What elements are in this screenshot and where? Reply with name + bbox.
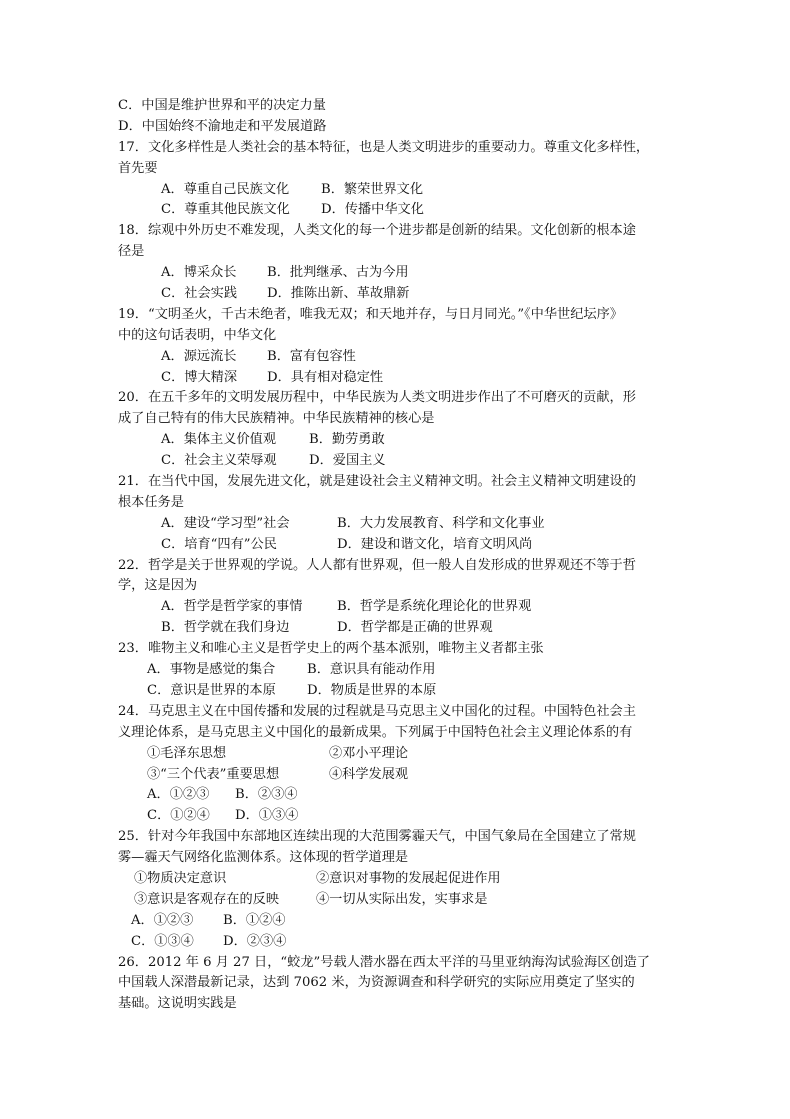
q23-options-row2 [118,681,678,702]
q17-options-row2 [118,200,678,221]
q17-option-b: B．繁荣世界文化 [321,181,424,197]
q17-options-row1 [118,180,678,201]
q26-stem-line1: 26．2012 年 6 月 27 日，“蛟龙”号载人潜水器在西太平洋的马里亚纳海沟试验海区创造了 [118,954,650,970]
q22-option-a: A．哲学是哲学家的事情 [161,599,303,615]
q20-option-d: D．爱国主义 [309,453,386,469]
q17-option-a: A．尊重自己民族文化 [161,181,290,197]
q19-stem-line1: 19．“文明圣火，千古未绝者，唯我无双；和天地并存，与日月同光。”《中华世纪坛序》 [118,306,623,322]
q25-option-d: D．②③④ [223,933,287,949]
q20-options-row1 [118,430,678,451]
q21-option-a: A．建设“学习型”社会 [161,515,290,531]
q25-item-3: ③意识是客观存在的反映 [134,891,280,907]
q25-items-row2 [118,890,678,911]
q21-stem-line2: 根本任务是 [118,494,184,510]
q19-option-d: D．具有相对稳定性 [267,369,384,385]
q24-options-row2 [118,806,678,827]
q24-item-3: ③“三个代表”重要思想 [147,766,280,782]
q22-options-row2 [118,618,678,639]
q17-option-d: D．传播中华文化 [321,202,424,218]
q25-item-4: ④一切从实际出发，实事求是 [316,891,488,907]
q25-options-row1 [118,911,678,932]
q22-option-d: D．哲学都是正确的世界观 [337,620,493,636]
q24-items-row1 [118,744,678,765]
q18-stem-line2: 径是 [118,244,145,260]
q25-options-row2 [118,932,678,953]
q21-options-row2 [118,535,678,556]
q23-option-d: D．物质是世界的本原 [307,682,437,698]
q18-options-row1 [118,263,678,284]
q26-stem-line2: 中国载人深潜最新记录，达到 7062 米，为资源调查和科学研究的实际应用奠定了坚实的 [118,975,635,991]
q24-option-b: B．②③④ [235,787,298,803]
q25-stem-line1: 25．针对今年我国中东部地区连续出现的大范围雾霾天气，中国气象局在全国建立了常规 [118,829,636,845]
q24-items-row2 [118,765,678,786]
q22-option-c: B．哲学就在我们身边 [161,620,290,636]
q19-option-a: A．源远流长 [161,348,237,364]
q25-item-1: ①物质决定意识 [134,870,227,886]
q18-option-d: D．推陈出新、革故鼎新 [267,286,410,302]
q24-option-d: D．①③④ [235,808,299,824]
q24-item-4: ④科学发展观 [329,766,409,782]
q18-stem-line1: 18．综观中外历史不难发现，人类文化的每一个进步都是创新的结果。文化创新的根本途 [118,223,636,239]
q21-option-c: C．培育“四有”公民 [161,536,277,552]
q25-option-c: C．①③④ [131,933,194,949]
q20-options-row2 [118,451,678,472]
q18-option-c: C．社会实践 [161,286,238,302]
q19-option-c: C．博大精深 [161,369,238,385]
q22-option-b: B．哲学是系统化理论化的世界观 [337,599,532,615]
q17-stem-line2: 首先要 [118,160,158,176]
q24-stem-line2: 义理论体系，是马克思主义中国化的最新成果。下列属于中国特色社会主义理论体系的有 [118,724,633,740]
q19-option-b: B．富有包容性 [267,348,356,364]
q17-stem-line1: 17．文化多样性是人类社会的基本特征，也是人类文明进步的重要动力。尊重文化多样性， [118,139,650,155]
q26-stem-line3: 基础。这说明实践是 [118,996,237,1012]
q22-stem-line1: 22．哲学是关于世界观的学说。人人都有世界观，但一般人自发形成的世界观还不等于哲 [118,557,636,573]
q18-option-b: B．批判继承、古为今用 [267,265,409,281]
q21-stem-line1: 21．在当代中国，发展先进文化，就是建设社会主义精神文明。社会主义精神文明建设的 [118,474,636,490]
q23-option-a: A．事物是感觉的集合 [147,662,276,678]
q20-stem-line2: 成了自己特有的伟大民族精神。中华民族精神的核心是 [118,411,435,427]
q25-option-b: B．①②④ [223,912,286,928]
q18-option-a: A．博采众长 [161,265,237,281]
question-list [118,96,678,1015]
q21-option-b: B．大力发展教育、科学和文化事业 [337,515,545,531]
q24-options-row1 [118,785,678,806]
q25-item-2: ②意识对事物的发展起促进作用 [316,870,501,886]
q19-options-row2 [118,368,678,389]
q20-option-c: C．社会主义荣辱观 [161,453,277,469]
q23-options-row1 [118,660,678,681]
q21-options-row1 [118,514,678,535]
q17-option-c: C．尊重其他民族文化 [161,202,290,218]
q20-stem-line1: 20．在五千多年的文明发展历程中，中华民族为人类文明进步作出了不可磨灭的贡献，形 [118,390,636,406]
q25-option-a: A．①②③ [131,912,194,928]
q20-option-a: A．集体主义价值观 [161,432,277,448]
q24-item-2: ②邓小平理论 [329,745,409,761]
q25-stem-line2: 雾—霾天气网络化监测体系。这体现的哲学道理是 [118,850,409,866]
q23-stem-line1: 23．唯物主义和唯心主义是哲学史上的两个基本派别，唯物主义者都主张 [118,641,544,657]
prev-option-d: D．中国始终不渝地走和平发展道路 [118,118,327,134]
q19-options-row1 [118,347,678,368]
q19-stem-line2: 中的这句话表明，中华文化 [118,327,277,343]
q21-option-d: D．建设和谐文化，培育文明风尚 [337,536,533,552]
q24-option-c: C．①②④ [147,808,210,824]
q23-option-b: B．意识具有能动作用 [307,662,436,678]
q25-items-row1 [118,869,678,890]
q22-options-row1 [118,597,678,618]
q24-option-a: A．①②③ [147,787,210,803]
q22-stem-line2: 学，这是因为 [118,578,198,594]
q18-options-row2 [118,284,678,305]
q20-option-b: B．勤劳勇敢 [309,432,385,448]
q24-item-1: ①毛泽东思想 [147,745,227,761]
prev-option-c: C．中国是维护世界和平的决定力量 [118,98,326,113]
q24-stem-line1: 24．马克思主义在中国传播和发展的过程就是马克思主义中国化的过程。中国特色社会主 [118,703,636,719]
q23-option-c: C．意识是世界的本原 [147,682,276,698]
